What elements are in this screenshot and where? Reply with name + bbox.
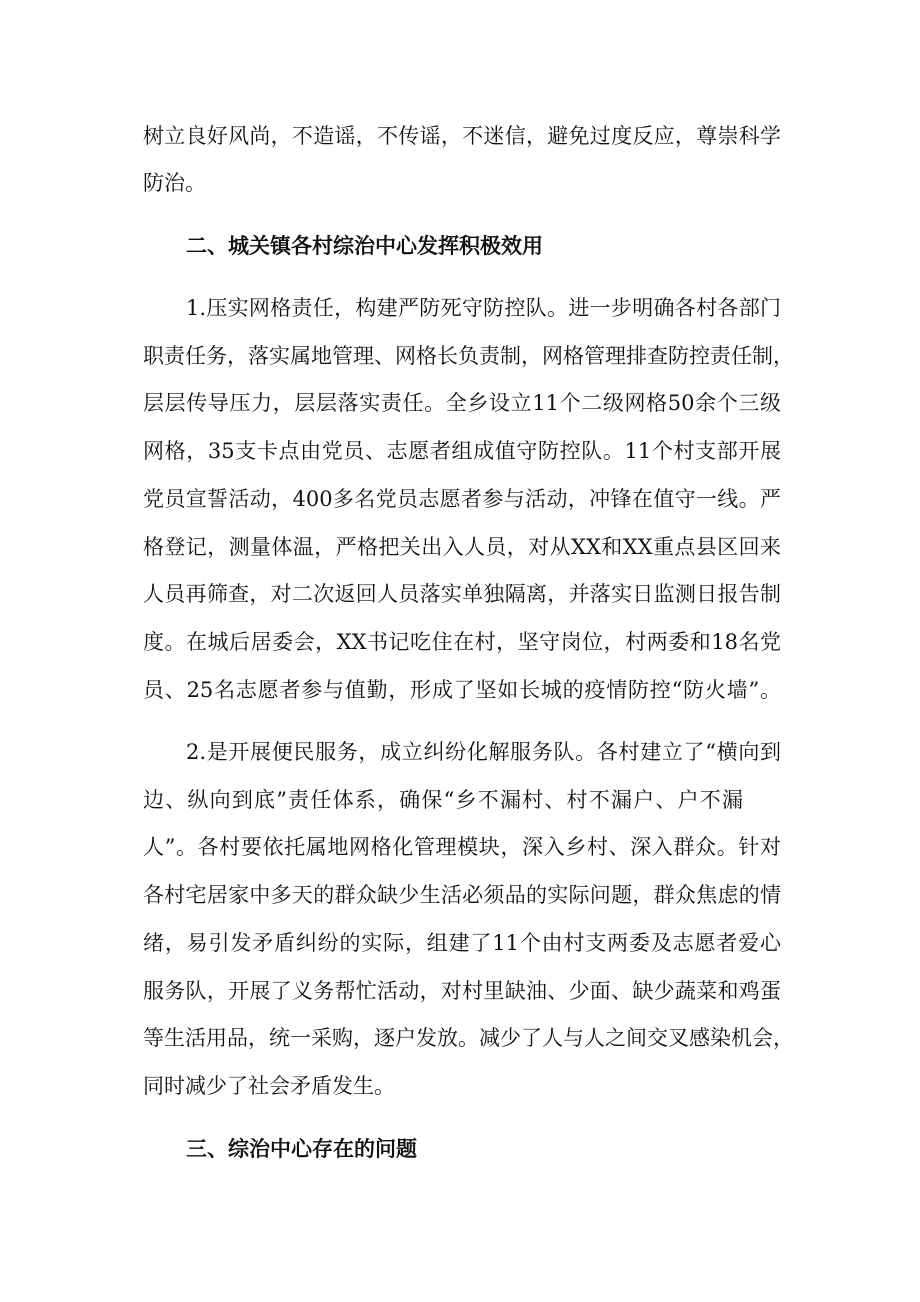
section-heading: 三、综治中心存在的问题 [186, 1137, 417, 1161]
body-text-line: 同时减少了社会矛盾发生。 [143, 1074, 395, 1098]
body-text-line: 树立良好风尚，不造谣，不传谣，不迷信，避免过度反应，尊崇科学 [143, 124, 781, 148]
body-text-line: 边、纵向到底”责任体系，确保“乡不漏村、村不漏户、户不漏 [143, 788, 743, 812]
body-text-line: 等生活用品，统一采购，逐户发放。减少了人与人之间交叉感染机会， [143, 1026, 794, 1050]
body-text-line: 层层传导压力，层层落实责任。全乡设立11个二级网格50余个三级 [143, 391, 781, 415]
body-text-line: 员、25名志愿者参与值勤，形成了坚如长城的疫情防控“防火墙”。 [143, 678, 781, 702]
body-text-line: 人员再筛查，对二次返回人员落实单独隔离，并落实日监测日报告制 [143, 582, 781, 606]
body-text-line: 人”。各村要依托属地网格化管理模块，深入乡村、深入群众。针对 [143, 835, 781, 859]
body-text-line: 绪，易引发矛盾纠纷的实际，组建了11个由村支两委及志愿者爱心 [143, 931, 781, 955]
body-text-line: 格登记，测量体温，严格把关出入人员，对从XX和XX重点县区回来 [143, 535, 781, 559]
body-text-line: 防治。 [143, 171, 206, 195]
body-text-line: 各村宅居家中多天的群众缺少生活必须品的实际问题，群众焦虑的情 [143, 883, 781, 907]
body-text-line: 网格，35支卡点由党员、志愿者组成值守防控队。11个村支部开展 [143, 439, 781, 463]
body-text-line: 党员宣誓活动，400多名党员志愿者参与活动，冲锋在值守一线。严 [143, 487, 781, 511]
section-heading: 二、城关镇各村综治中心发挥积极效用 [186, 234, 543, 258]
body-text-line: 服务队，开展了义务帮忙活动，对村里缺油、少面、缺少蔬菜和鸡蛋 [143, 979, 781, 1003]
body-text-line: 度。在城后居委会，XX书记吃住在村，坚守岗位，村两委和18名党 [143, 630, 781, 654]
paragraph-first-line: 1.压实网格责任，构建严防死守防控队。进一步明确各村各部门 [186, 296, 781, 320]
body-text-line: 职责任务，落实属地管理、网格长负责制，网格管理排查防控责任制， [143, 344, 794, 368]
paragraph-first-line: 2.是开展便民服务，成立纠纷化解服务队。各村建立了“横向到 [186, 740, 781, 764]
